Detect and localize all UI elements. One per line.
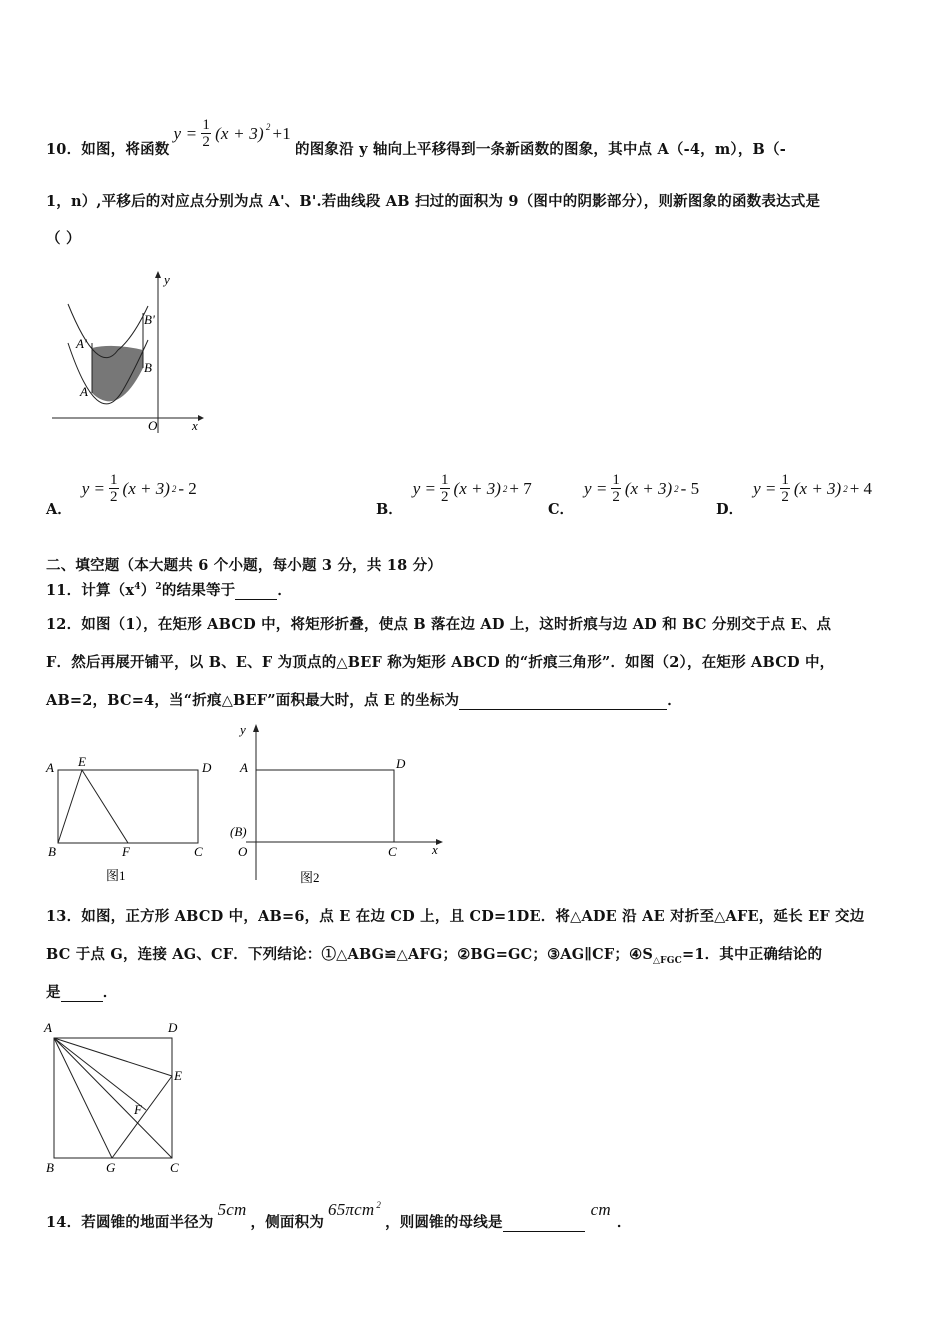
svg-text:A: A	[44, 1020, 52, 1035]
svg-text:y: y	[240, 722, 246, 737]
q12-line2: F．然后再展开铺平，以 B、E、F 为顶点的△BEF 称为矩形 ABCD 的“折痕三角形”．如图（2），在矩形 ABCD 中，	[46, 654, 835, 671]
svg-text:O: O	[148, 418, 158, 433]
svg-text:B: B	[144, 360, 152, 375]
svg-text:图2: 图2	[300, 870, 320, 885]
q10-line2: 1，n）,平移后的对应点分别为点 A'、B'.若曲线段 AB 扫过的面积为 9（图中的阴影部分），则新图象的函数表达式是	[46, 193, 821, 210]
svg-text:y: y	[164, 272, 170, 287]
svg-text:x: x	[432, 842, 438, 857]
option-a[interactable]: A． y = $\frac{1}{2}$ (x + 3) 2 - 2	[46, 472, 197, 518]
q10-prefix: 10．如图，将函数	[46, 141, 170, 158]
svg-text:D: D	[202, 760, 212, 775]
q11-answer-blank[interactable]	[235, 585, 277, 600]
q10-text: 的图象沿 y 轴向上平移得到一条新函数的图象，其中点 A（-4，m），B（-	[295, 141, 786, 158]
svg-text:G: G	[106, 1160, 116, 1175]
option-c[interactable]: y = $\frac{1}{2}$ (x + 3) 2 - 5 C．	[548, 472, 700, 518]
section-heading: 二、填空题（本大题共 6 个小题，每小题 3 分，共 18 分）	[46, 557, 443, 574]
q10-formula: y = $\frac{1}{2}$ (x + 3) $^2$ +1	[173, 117, 292, 150]
svg-text:A: A	[80, 384, 88, 399]
q13-line2: BC 于点 G，连接 AG、CF．下列结论：①△ABG≌△AFG；②BG=GC；③AG∥CF；$④S_{\triangle FGC}=1$．其中正确结论的	[46, 946, 823, 966]
option-d[interactable]: y = $\frac{1}{2}$ (x + 3) 2 + 4 D．	[716, 472, 873, 518]
q12-figure-2	[226, 720, 446, 890]
svg-text:E: E	[78, 754, 86, 769]
svg-text:B: B	[46, 1160, 54, 1175]
q10-line3: （ ）	[46, 230, 81, 247]
q12-answer-blank[interactable]	[459, 695, 667, 710]
svg-text:B': B'	[144, 312, 155, 327]
q13-answer-blank[interactable]	[61, 987, 103, 1002]
svg-text:C: C	[388, 844, 397, 859]
option-b[interactable]: y = $\frac{1}{2}$ (x + 3) 2 + 7 B．	[376, 472, 532, 518]
svg-text:A: A	[240, 760, 248, 775]
q13-figure	[40, 1018, 200, 1178]
svg-text:O: O	[238, 844, 248, 859]
svg-text:A: A	[46, 760, 54, 775]
q14: 14．若圆锥的地面半径为 5cm ，侧面积为 65πcm $^2$ ，则圆锥的母线是 cm ．	[46, 1200, 632, 1231]
svg-text:x: x	[192, 418, 198, 433]
svg-text:C: C	[170, 1160, 179, 1175]
svg-text:图1: 图1	[106, 868, 126, 883]
q12-figure-1	[44, 750, 224, 890]
svg-text:B: B	[48, 844, 56, 859]
svg-text:D: D	[168, 1020, 178, 1035]
q13-line1: 13．如图，正方形 ABCD 中，AB=6，点 E 在边 CD 上，且 CD=1DE．将△ADE 沿 AE 对折至△AFE，延长 EF 交边	[46, 908, 865, 925]
q12-line3: AB=2，BC=4，当“折痕△BEF”面积最大时，点 E 的坐标为 ．	[46, 692, 682, 709]
q11: 11．计算$(x^4)^2$的结果等于 ．	[46, 582, 293, 599]
svg-text:F: F	[134, 1102, 142, 1117]
svg-text:(B): (B)	[230, 824, 247, 839]
svg-text:C: C	[194, 844, 203, 859]
q12-line1: 12．如图（1），在矩形 ABCD 中，将矩形折叠，使点 B 落在边 AD 上，这时折痕与边 AD 和 BC 分别交于点 E、点	[46, 616, 832, 633]
q10-line1	[46, 108, 786, 159]
svg-text:A': A'	[76, 336, 87, 351]
q13-line3: 是 ．	[46, 984, 118, 1001]
svg-text:D: D	[396, 756, 406, 771]
svg-text:E: E	[174, 1068, 182, 1083]
q10-figure	[48, 268, 208, 438]
q14-answer-blank[interactable]	[503, 1217, 585, 1232]
svg-text:F: F	[122, 844, 130, 859]
